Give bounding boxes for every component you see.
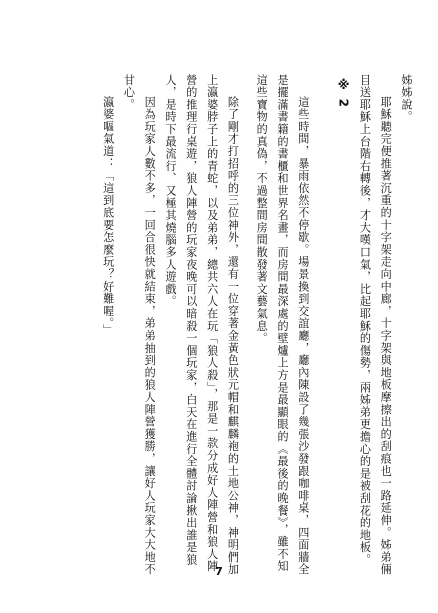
paragraph-round-result: 因為玩家人數不多，一回合很快就結束，弟弟抽到的狼人陣營獲勝，讓好人玩家大大地不甘心。 xyxy=(122,74,157,576)
paragraph-werewolf-game: 除了剛才打招呼的三位神外，還有一位穿著金黃色狀元帽和麒麟袍的土地公神，神明們加上瀛婆脖子上的青蛇，以及弟弟，總共六人在玩「狼人殺」，那是一款分成好人陣營和狼人陣營的推理行桌遊，狼人陣營的玩家夜晚可以暗殺一個玩家，白天在進行全體討論揪出誰是狼人，是時下最流行、又極其燒腦多人遊戲。 xyxy=(164,74,240,576)
section-heading: ※ 2 xyxy=(336,78,351,109)
paragraph-ying-po-quote: 瀛婆嘔氣道：「這到底要怎麼玩？好難喔。」 xyxy=(101,96,115,337)
body-text xyxy=(97,74,416,584)
page-number: 7 xyxy=(215,565,223,578)
paragraph-jesus-leaves: 耶穌聽完便推著沉重的十字架走向中廊，十字架與地板摩擦出的刮痕也一路延伸。姊弟倆目送耶穌上台階右轉後，才大嘆口氣，比起耶穌的傷勢，兩姊弟更擔心的是被刮花的地板。 xyxy=(358,74,393,576)
paragraph-lounge-scene: 這些時間，暴雨依然不停歇。場景換到交誼廳，廳內陳設了幾張沙發跟咖啡桌，四面牆全是擺滿書籍的書櫃和世界名畫，而房間最深處的壁爐上方是最顯眼的《最後的晚餐》，雖不知這些寶物的真偽，不過整間房間散發著文藝氣息。 xyxy=(255,74,310,576)
paragraph-dialogue-end: 姊姊說。 xyxy=(400,74,413,124)
